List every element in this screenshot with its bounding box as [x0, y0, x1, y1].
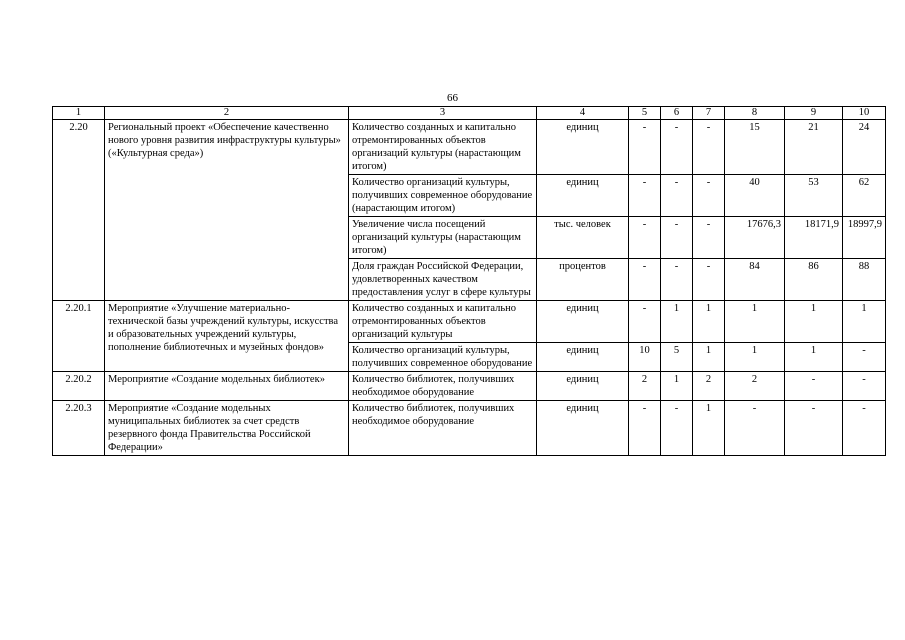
- row-number: 2.20.1: [53, 301, 105, 372]
- value-cell: 62: [843, 175, 886, 217]
- value-cell: -: [693, 120, 725, 175]
- row-number: 2.20: [53, 120, 105, 301]
- indicator-text: Количество организаций культуры, получивших современное оборудование: [349, 343, 537, 372]
- value-cell: 10: [629, 343, 661, 372]
- value-cell: -: [661, 259, 693, 301]
- value-cell: 21: [785, 120, 843, 175]
- value-cell: -: [629, 217, 661, 259]
- value-cell: 2: [693, 372, 725, 401]
- value-cell: 86: [785, 259, 843, 301]
- activity-name: Мероприятие «Улучшение материально-технической базы учреждений культуры, искусства и образовательных учреждений культуры, пополнение библиотечных и музейных фондов»: [105, 301, 349, 372]
- indicator-text: Количество созданных и капитально отремонтированных объектов организаций культуры (нарастающим итогом): [349, 120, 537, 175]
- indicator-text: Количество организаций культуры, получивших современное оборудование (нарастающим итогом): [349, 175, 537, 217]
- value-cell: -: [661, 217, 693, 259]
- value-cell: -: [629, 301, 661, 343]
- row-number: 2.20.3: [53, 401, 105, 456]
- value-cell: -: [629, 120, 661, 175]
- value-cell: -: [843, 343, 886, 372]
- header-cell: 3: [349, 107, 537, 120]
- value-cell: -: [661, 401, 693, 456]
- activity-name: Мероприятие «Создание модельных библиотек»: [105, 372, 349, 401]
- value-cell: 1: [693, 343, 725, 372]
- header-cell: 4: [537, 107, 629, 120]
- unit-cell: единиц: [537, 343, 629, 372]
- value-cell: 84: [725, 259, 785, 301]
- header-cell: 2: [105, 107, 349, 120]
- value-cell: 40: [725, 175, 785, 217]
- activity-name: Региональный проект «Обеспечение качественно нового уровня развития инфраструктуры культуры» («Культурная среда»): [105, 120, 349, 301]
- row-number: 2.20.2: [53, 372, 105, 401]
- value-cell: 17676,3: [725, 217, 785, 259]
- value-cell: 1: [661, 372, 693, 401]
- value-cell: -: [785, 372, 843, 401]
- unit-cell: единиц: [537, 401, 629, 456]
- value-cell: 1: [725, 343, 785, 372]
- value-cell: -: [693, 259, 725, 301]
- header-cell: 7: [693, 107, 725, 120]
- value-cell: 1: [785, 343, 843, 372]
- table-row: [53, 372, 886, 401]
- value-cell: 2: [629, 372, 661, 401]
- value-cell: -: [629, 259, 661, 301]
- value-cell: -: [629, 175, 661, 217]
- unit-cell: единиц: [537, 372, 629, 401]
- value-cell: -: [843, 372, 886, 401]
- value-cell: 1: [843, 301, 886, 343]
- unit-cell: процентов: [537, 259, 629, 301]
- value-cell: 53: [785, 175, 843, 217]
- table-row: [53, 401, 886, 456]
- header-row: [53, 107, 886, 120]
- value-cell: -: [843, 401, 886, 456]
- header-cell: 10: [843, 107, 886, 120]
- value-cell: -: [629, 401, 661, 456]
- value-cell: 1: [693, 301, 725, 343]
- unit-cell: тыс. человек: [537, 217, 629, 259]
- value-cell: 1: [693, 401, 725, 456]
- value-cell: -: [725, 401, 785, 456]
- value-cell: 18997,9: [843, 217, 886, 259]
- header-cell: 8: [725, 107, 785, 120]
- value-cell: 18171,9: [785, 217, 843, 259]
- value-cell: 24: [843, 120, 886, 175]
- unit-cell: единиц: [537, 301, 629, 343]
- value-cell: -: [693, 175, 725, 217]
- header-cell: 6: [661, 107, 693, 120]
- page-number: 66: [447, 92, 458, 104]
- value-cell: 15: [725, 120, 785, 175]
- header-cell: 9: [785, 107, 843, 120]
- unit-cell: единиц: [537, 175, 629, 217]
- indicator-text: Количество библиотек, получивших необходимое оборудование: [349, 372, 537, 401]
- indicator-text: Доля граждан Российской Федерации, удовлетворенных качеством предоставления услуг в сфере культуры: [349, 259, 537, 301]
- value-cell: 5: [661, 343, 693, 372]
- header-cell: 5: [629, 107, 661, 120]
- value-cell: 1: [725, 301, 785, 343]
- indicator-text: Количество библиотек, получивших необходимое оборудование: [349, 401, 537, 456]
- table-row: [53, 301, 886, 343]
- value-cell: 2: [725, 372, 785, 401]
- value-cell: -: [693, 217, 725, 259]
- value-cell: -: [785, 401, 843, 456]
- activity-name: Мероприятие «Создание модельных муниципальных библиотек за счет средств резервного фонда Правительства Российской Федерации»: [105, 401, 349, 456]
- table-row: [53, 120, 886, 175]
- unit-cell: единиц: [537, 120, 629, 175]
- header-cell: 1: [53, 107, 105, 120]
- value-cell: 88: [843, 259, 886, 301]
- value-cell: -: [661, 120, 693, 175]
- value-cell: -: [661, 175, 693, 217]
- indicator-text: Количество созданных и капитально отремонтированных объектов организаций культуры: [349, 301, 537, 343]
- indicators-table: [52, 106, 886, 456]
- indicator-text: Увеличение числа посещений организаций культуры (нарастающим итогом): [349, 217, 537, 259]
- value-cell: 1: [661, 301, 693, 343]
- value-cell: 1: [785, 301, 843, 343]
